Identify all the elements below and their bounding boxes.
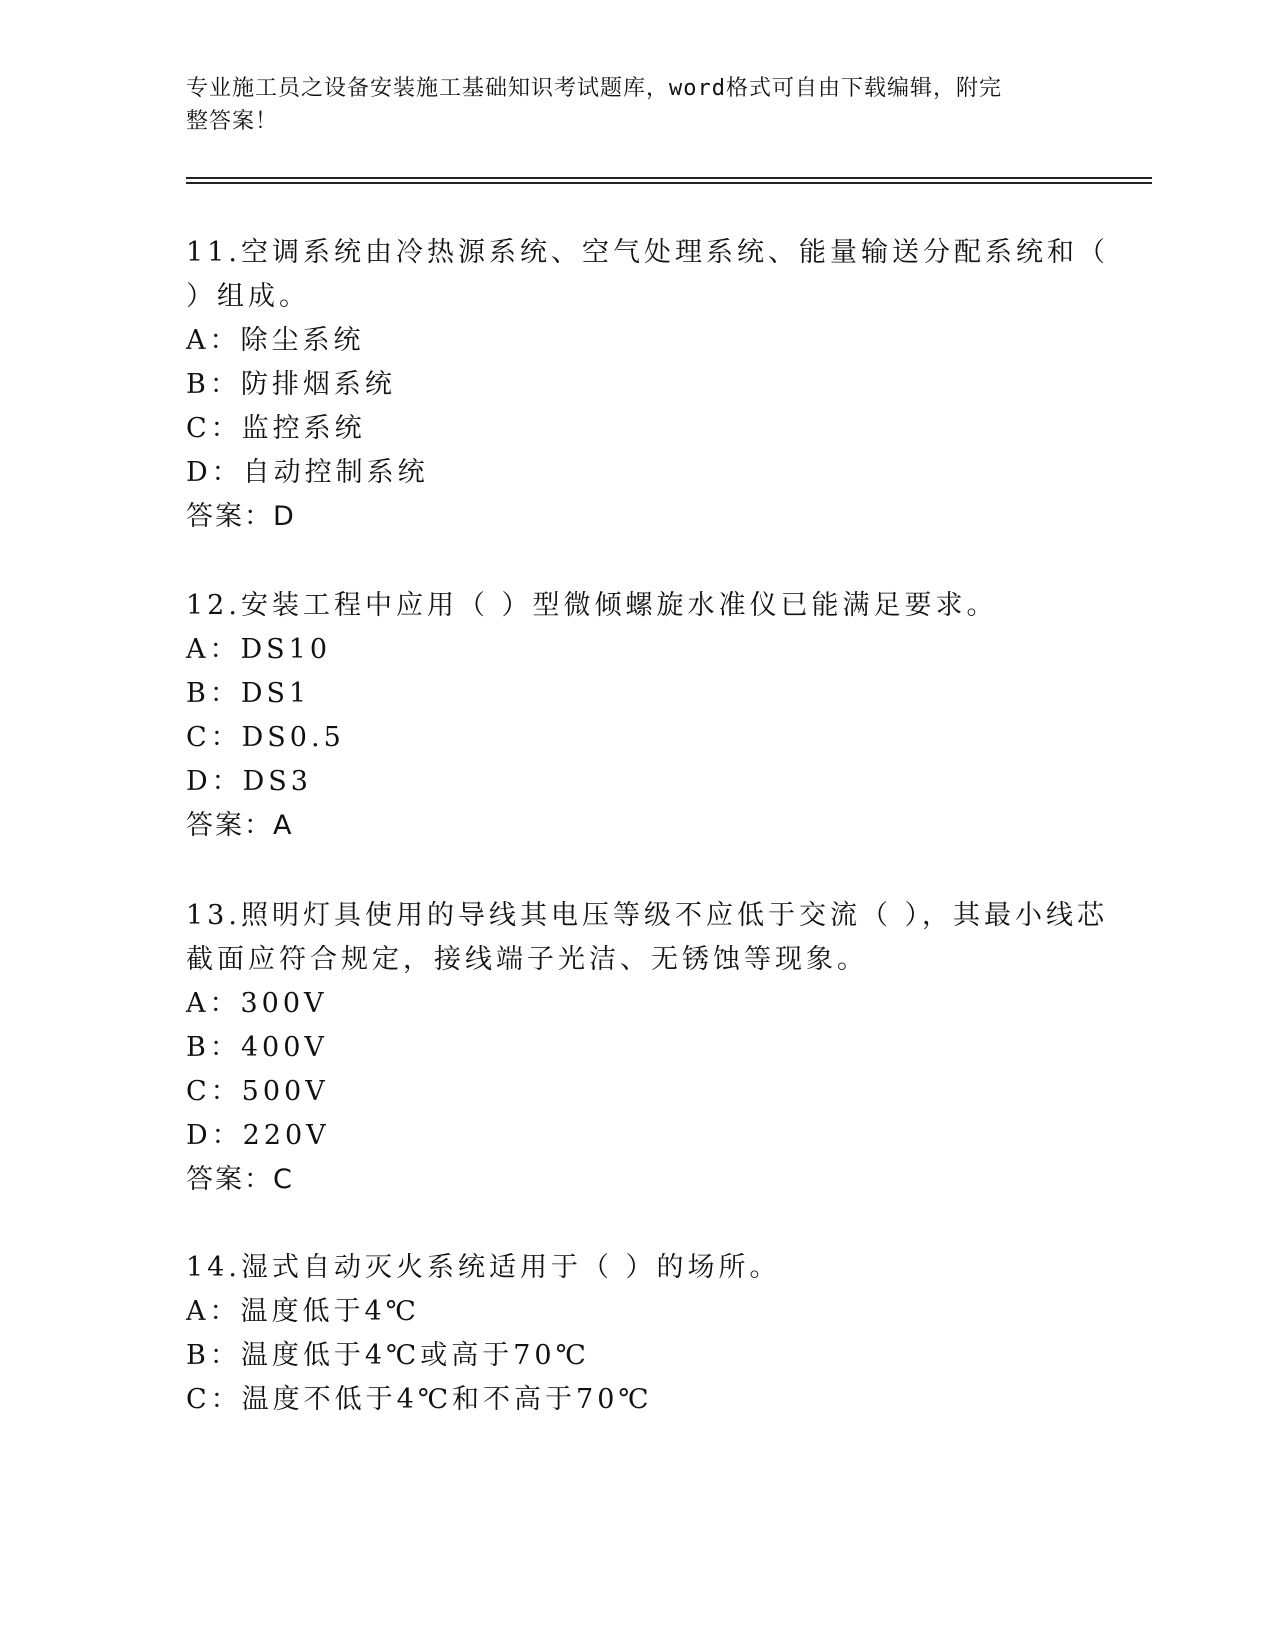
question-12-option-c: C：DS0.5 — [186, 722, 345, 753]
question-11-option-b: B：防排烟系统 — [186, 369, 396, 400]
question-13-option-a: A：300V — [186, 988, 328, 1019]
question-14-option-b: B：温度低于4℃或高于70℃ — [186, 1340, 590, 1371]
question-12-option-d: D：DS3 — [186, 766, 312, 797]
question-13-option-d: D：220V — [186, 1120, 330, 1151]
header-rule-top — [186, 177, 1152, 179]
question-12-answer: 答案：A — [186, 810, 294, 841]
header-rule-bottom — [186, 182, 1152, 184]
question-11-stem-line-1: 11.空调系统由冷热源系统、空气处理系统、能量输送分配系统和（ — [186, 237, 1109, 268]
question-12-option-a: A：DS10 — [186, 634, 331, 665]
document-header — [186, 72, 1066, 138]
question-11-stem-line-2: ）组成。 — [186, 281, 310, 312]
question-12-stem-line-1: 12.安装工程中应用（ ）型微倾螺旋水准仪已能满足要求。 — [186, 590, 998, 621]
question-13-stem-line-1: 13.照明灯具使用的导线其电压等级不应低于交流（ ），其最小线芯 — [186, 900, 1109, 931]
question-14-stem-line-1: 14.湿式自动灭火系统适用于（ ）的场所。 — [186, 1252, 781, 1283]
question-13-option-b: B：400V — [186, 1032, 328, 1063]
question-14-option-a: A：温度低于4℃ — [186, 1296, 420, 1327]
question-11-answer: 答案：D — [186, 501, 296, 532]
header-line-1: 专业施工员之设备安装施工基础知识考试题库，word格式可自由下载编辑，附完 — [186, 76, 1002, 101]
question-14-option-c: C：温度不低于4℃和不高于70℃ — [186, 1384, 653, 1415]
question-11-option-a: A：除尘系统 — [186, 325, 365, 356]
question-11-option-c: C：监控系统 — [186, 413, 366, 444]
header-line-2: 整答案！ — [186, 109, 279, 134]
question-13-option-c: C：500V — [186, 1076, 329, 1107]
question-12-option-b: B：DS1 — [186, 678, 311, 709]
question-13-answer: 答案：C — [186, 1164, 294, 1195]
question-11-option-d: D：自动控制系统 — [186, 457, 429, 488]
question-13-stem-line-2: 截面应符合规定，接线端子光洁、无锈蚀等现象。 — [186, 944, 868, 975]
